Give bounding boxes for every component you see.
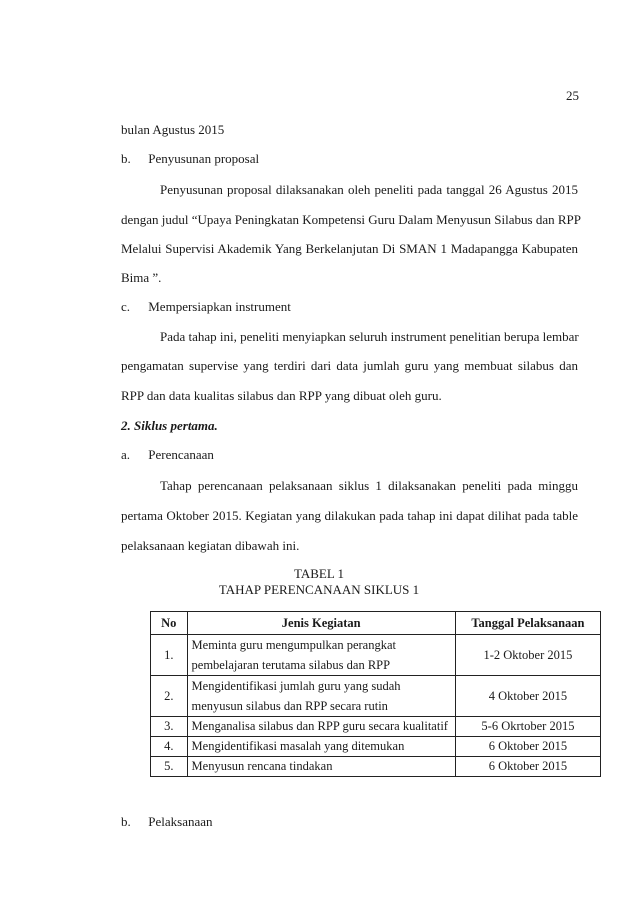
- paragraph-line: pengamatan supervise yang terdiri dari data jumlah guru yang membuat silabus dan: [121, 358, 578, 373]
- cell-no: 4.: [151, 737, 188, 757]
- page-number: 25: [566, 88, 579, 103]
- cell-tanggal: 5-6 Okrtober 2015: [455, 717, 600, 737]
- cell-tanggal: 6 Oktober 2015: [455, 757, 600, 777]
- cell-no: 3.: [151, 717, 188, 737]
- activity-table: [150, 611, 601, 777]
- header-tanggal: Tanggal Pelaksanaan: [455, 612, 600, 635]
- list-label: b.: [121, 151, 131, 166]
- table-row: [151, 757, 601, 777]
- paragraph-line: Penyusunan proposal dilaksanakan oleh peneliti pada tanggal 26 Agustus 2015: [160, 182, 578, 197]
- section-heading: 2. Siklus pertama.: [121, 418, 218, 433]
- list-label: c.: [121, 299, 131, 314]
- subheading-text: Pelaksanaan: [148, 814, 213, 829]
- subheading-penyusunan: [121, 151, 259, 167]
- cell-kegiatan: Menyusun rencana tindakan: [187, 757, 455, 777]
- table-header-row: [151, 612, 601, 635]
- cell-no: 2.: [151, 676, 188, 717]
- cell-tanggal: 4 Oktober 2015: [455, 676, 600, 717]
- table-row: [151, 635, 601, 676]
- subheading-text: Penyusunan proposal: [148, 151, 260, 166]
- subheading-pelaksanaan: [121, 814, 213, 830]
- table-row: [151, 737, 601, 757]
- paragraph-line: pertama Oktober 2015. Kegiatan yang dilakukan pada tahap ini dapat dilihat pada table: [121, 508, 578, 523]
- table-caption-number: TABEL 1: [293, 566, 345, 581]
- table-row: [151, 717, 601, 737]
- cell-kegiatan: Menganalisa silabus dan RPP guru secara kualitatif: [187, 717, 455, 737]
- list-label: b.: [121, 814, 131, 829]
- list-label: a.: [121, 447, 131, 462]
- paragraph-line: Bima ”.: [121, 270, 162, 285]
- cell-kegiatan: [187, 635, 455, 676]
- paragraph-line: Melalui Supervisi Akademik Yang Berkelanjutan Di SMAN 1 Madapangga Kabupaten: [121, 241, 578, 256]
- cell-kegiatan: Mengidentifikasi masalah yang ditemukan: [187, 737, 455, 757]
- header-kegiatan: Jenis Kegiatan: [187, 612, 455, 635]
- paragraph-line: Pada tahap ini, peneliti menyiapkan seluruh instrument penelitian berupa lembar: [160, 329, 579, 344]
- paragraph-line: RPP dan data kualitas silabus dan RPP yang dibuat oleh guru.: [121, 388, 442, 403]
- cell-kegiatan-line: Mengidentifikasi jumlah guru yang sudah: [191, 679, 401, 693]
- subheading-perencanaan: [121, 447, 214, 463]
- header-no: No: [151, 612, 188, 635]
- cell-kegiatan-line: Meminta guru mengumpulkan perangkat: [191, 638, 396, 652]
- cell-kegiatan-line: menyusun silabus dan RPP secara rutin: [191, 699, 388, 713]
- text-line: bulan Agustus 2015: [121, 122, 225, 137]
- subheading-text: Mempersiapkan instrument: [148, 299, 291, 314]
- cell-no: 1.: [151, 635, 188, 676]
- table-row: [151, 676, 601, 717]
- paragraph-line: pelaksanaan kegiatan dibawah ini.: [121, 538, 300, 553]
- cell-kegiatan: [187, 676, 455, 717]
- cell-no: 5.: [151, 757, 188, 777]
- cell-tanggal: 1-2 Oktober 2015: [455, 635, 600, 676]
- subheading-text: Perencanaan: [148, 447, 214, 462]
- subheading-instrument: [121, 299, 291, 315]
- cell-tanggal: 6 Oktober 2015: [455, 737, 600, 757]
- paragraph-line: Tahap perencanaan pelaksanaan siklus 1 dilaksanakan peneliti pada minggu: [160, 478, 578, 493]
- paragraph-line: dengan judul “Upaya Peningkatan Kompetensi Guru Dalam Menyusun Silabus dan RPP: [121, 212, 581, 227]
- cell-kegiatan-line: pembelajaran terutama silabus dan RPP: [191, 658, 391, 672]
- table-caption-title: TAHAP PERENCANAAN SIKLUS 1: [218, 582, 420, 597]
